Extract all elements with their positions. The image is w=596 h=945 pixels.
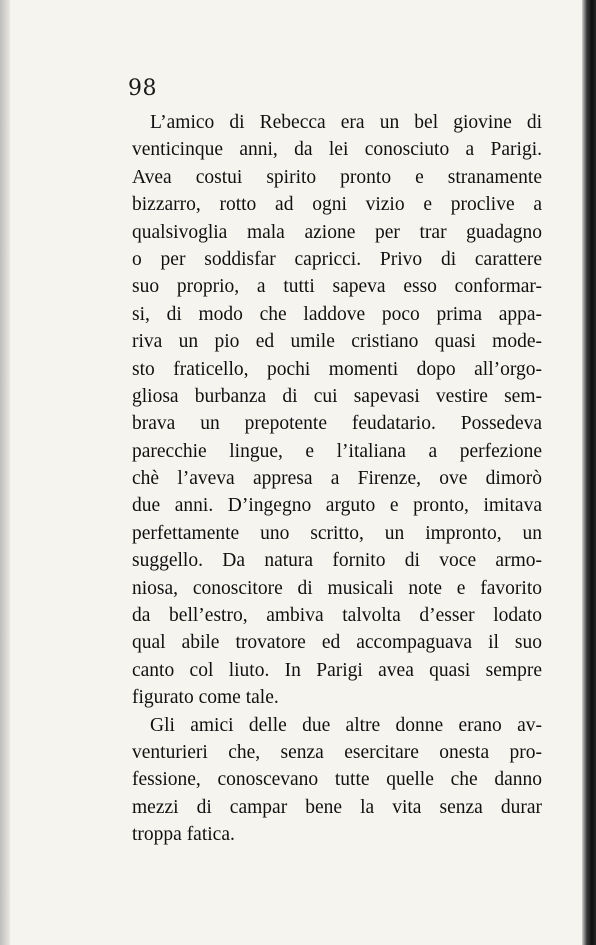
text-line: figurato come tale. [132, 687, 279, 709]
book-binding-edge [582, 0, 596, 945]
text-line: riva un pio ed umile cristiano quasi mode- [132, 331, 542, 353]
text-line: L’amico di Rebecca era un bel giovine di [150, 112, 542, 133]
text-line: suo proprio, a tutti sapeva esso conformar- [132, 276, 542, 298]
text-line: chè l’aveva appresa a Firenze, ove dimorò [132, 468, 542, 490]
text-line: troppa fatica. [132, 824, 235, 846]
text-line: gliosa burbanza di cui sapevasi vestire sem- [132, 385, 542, 407]
text-line: brava un prepotente feudatario. Possedeva [132, 413, 542, 435]
text-line: Gli amici delle due altre donne erano av- [150, 714, 542, 736]
text-line: mezzi di campar bene la vita senza durar [132, 796, 542, 818]
text-line: bizzarro, rotto ad ogni vizio e proclive a [132, 194, 542, 216]
page-left-edge [0, 0, 10, 945]
text-line: o per soddisfar capricci. Privo di carattere [132, 248, 542, 270]
page-number: 98 [128, 76, 157, 101]
text-line: canto col liuto. In Parigi avea quasi sempre [132, 659, 542, 681]
text-line: parecchie lingue, e l’italiana a perfezione [132, 440, 542, 462]
text-line: venticinque anni, da lei conosciuto a Parigi. [132, 139, 542, 161]
text-line: da bell’estro, ambiva talvolta d’esser lodato [132, 605, 542, 627]
text-line: niosa, conoscitore di musicali note e favorito [132, 577, 542, 599]
text-line: si, di modo che laddove poco prima appa- [132, 303, 542, 325]
text-line: sto fraticello, pochi momenti dopo all’orgo- [132, 358, 542, 380]
text-line: venturieri che, senza esercitare onesta pro- [132, 741, 542, 763]
text-line: Avea costui spirito pronto e stranamente [132, 166, 542, 188]
text-line: perfettamente uno scritto, un impronto, un [132, 522, 542, 544]
text-line: fessione, conoscevano tutte quelle che danno [132, 769, 542, 791]
text-line: qualsivoglia mala azione per trar guadagno [132, 221, 542, 243]
text-line: due anni. D’ingegno arguto e pronto, imitava [132, 495, 542, 517]
text-line: suggello. Da natura fornito di voce armo- [132, 550, 542, 572]
text-line: qual abile trovatore ed accompaguava il suo [132, 632, 542, 654]
body-text [132, 109, 542, 849]
